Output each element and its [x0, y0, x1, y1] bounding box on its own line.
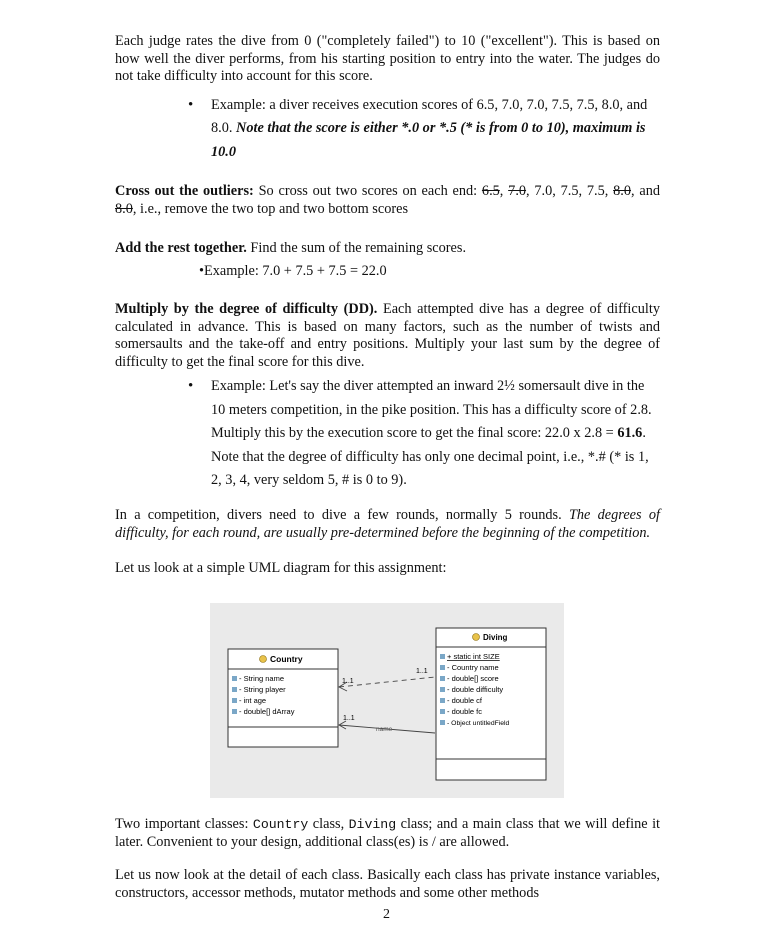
uml-dependency	[339, 668, 435, 691]
paragraph-uml-intro: Let us look at a simple UML diagram for this assignment:	[115, 560, 447, 577]
field-icon	[440, 654, 445, 659]
classes-text: Two important classes:	[115, 816, 253, 832]
field: - String name	[239, 674, 285, 683]
outliers-heading: Cross out the outliers:	[115, 183, 254, 200]
struck-score: 8.0	[115, 200, 133, 217]
outliers-sep: ,	[499, 183, 509, 200]
field-icon	[440, 665, 445, 670]
competition-italic: The degrees of difficulty, for each round, are usually pre-determined before the beginning of the competition.	[115, 506, 660, 541]
score-note: Note that the score is either *.0 or *.5 (* is from 0 to 10), maximum is 10.0	[211, 120, 646, 160]
field-icon	[440, 709, 445, 714]
field: - int age	[239, 696, 267, 705]
document-body-lower	[115, 816, 660, 902]
paragraph-class-details: Let us now look at the detail of each class. Basically each class has private instance variables, constructors, accessor methods, mutator methods and some other methods	[115, 867, 660, 901]
multiplicity-label: 1..1	[343, 715, 355, 722]
paragraph-add	[115, 240, 660, 258]
field-icon	[440, 720, 445, 725]
field-icon	[440, 687, 445, 692]
role-label: name	[376, 726, 393, 733]
field: - double fc	[447, 707, 483, 716]
field: - double[] score	[447, 674, 499, 683]
add-text: Find the sum of the remaining scores.	[246, 240, 467, 257]
paragraph-competition	[115, 507, 660, 542]
outliers-explanation: , i.e., remove the two top and two bottom scores	[132, 200, 409, 217]
field: - double cf	[447, 696, 483, 705]
bullet-dot: •	[188, 378, 194, 395]
multiplicity-label: 1..1	[342, 678, 354, 685]
class-name-diving: Diving	[348, 817, 397, 832]
field: - Object untitledField	[447, 720, 510, 727]
outliers-kept-scores: , 7.0, 7.5, 7.5,	[526, 183, 614, 200]
classes-text: class,	[308, 816, 349, 832]
struck-score: 6.5	[481, 183, 500, 200]
outliers-and: , and	[630, 183, 660, 200]
paragraph-multiply	[115, 301, 660, 371]
field-icon	[232, 687, 237, 692]
field-icon	[232, 698, 237, 703]
field: - Country name	[447, 663, 499, 672]
uml-class-diving	[436, 628, 546, 780]
field-icon	[232, 709, 237, 714]
competition-text: In a competition, divers need to dive a few rounds, normally 5 rounds.	[115, 506, 569, 523]
page-number: 2	[383, 907, 390, 922]
classes-text: class; and a main class that we will define it later. Convenient to your design, additional class(es) is / are allowed.	[115, 816, 661, 850]
field-icon	[232, 676, 237, 681]
multiply-text: Each attempted dive has a degree of difficulty calculated in advance. This is based on many factors, such as the number of twists and somersaults and the take-off and entry positions. Multiply your last sum by the degree of difficulty to get the final score for this dive.	[115, 301, 660, 370]
bullet-text-tail: . Note that the degree of difficulty has only one decimal point, i.e., *.# (* is 1, 2, 3, 4, very seldom 5, # is 0 to 9).	[211, 425, 649, 489]
bullet-execution-scores	[115, 94, 660, 165]
class-icon	[473, 634, 480, 641]
struck-score: 7.0	[508, 183, 527, 200]
struck-score: 8.0	[613, 183, 631, 200]
field: - double difficulty	[447, 685, 504, 694]
add-heading: Add the rest together.	[115, 240, 247, 257]
diving-title: Diving	[483, 633, 508, 642]
multiply-heading: Multiply by the degree of difficulty (DD).	[115, 301, 378, 318]
country-title: Country	[270, 654, 303, 664]
paragraph-judge-rating: Each judge rates the dive from 0 ("completely failed") to 10 ("excellent"). This is based on how well the diver performs, from his starting position to entry into the water. The judges do not take difficulty into account for this score.	[115, 33, 660, 85]
uml-svg	[210, 603, 564, 798]
uml-diagram	[210, 603, 564, 798]
multiplicity-label: 1..1	[416, 668, 428, 675]
field: - double[] dArray	[239, 707, 295, 716]
bullet-dot: •	[188, 96, 194, 113]
field-icon	[440, 698, 445, 703]
paragraph-classes	[115, 816, 660, 851]
paragraph-outliers	[115, 183, 660, 218]
class-icon	[260, 656, 267, 663]
bullet-difficulty-example	[115, 375, 660, 493]
bullet-text: Example: a diver receives execution scores of 6.5, 7.0, 7.0, 7.5, 7.5, 8.0, and 8.0.	[211, 96, 648, 137]
uml-class-country	[228, 649, 338, 747]
document-body	[115, 33, 660, 578]
field: + static int SIZE	[447, 652, 500, 661]
final-score: 61.6	[617, 425, 643, 442]
field: - String player	[239, 685, 286, 694]
outliers-text: So cross out two scores on each end:	[253, 183, 482, 200]
uml-association	[339, 715, 435, 733]
class-name-country: Country	[252, 817, 309, 832]
bullet-text: Example: Let's say the diver attempted an inward 2½ somersault dive in the 10 meters competition, in the pike position. This has a difficulty score of 2.8. Multiply this by the execution score to get the final score: 22.0 x 2.8 =	[211, 378, 652, 442]
field-icon	[440, 676, 445, 681]
add-example: •Example: 7.0 + 7.5 + 7.5 = 22.0	[199, 263, 387, 280]
